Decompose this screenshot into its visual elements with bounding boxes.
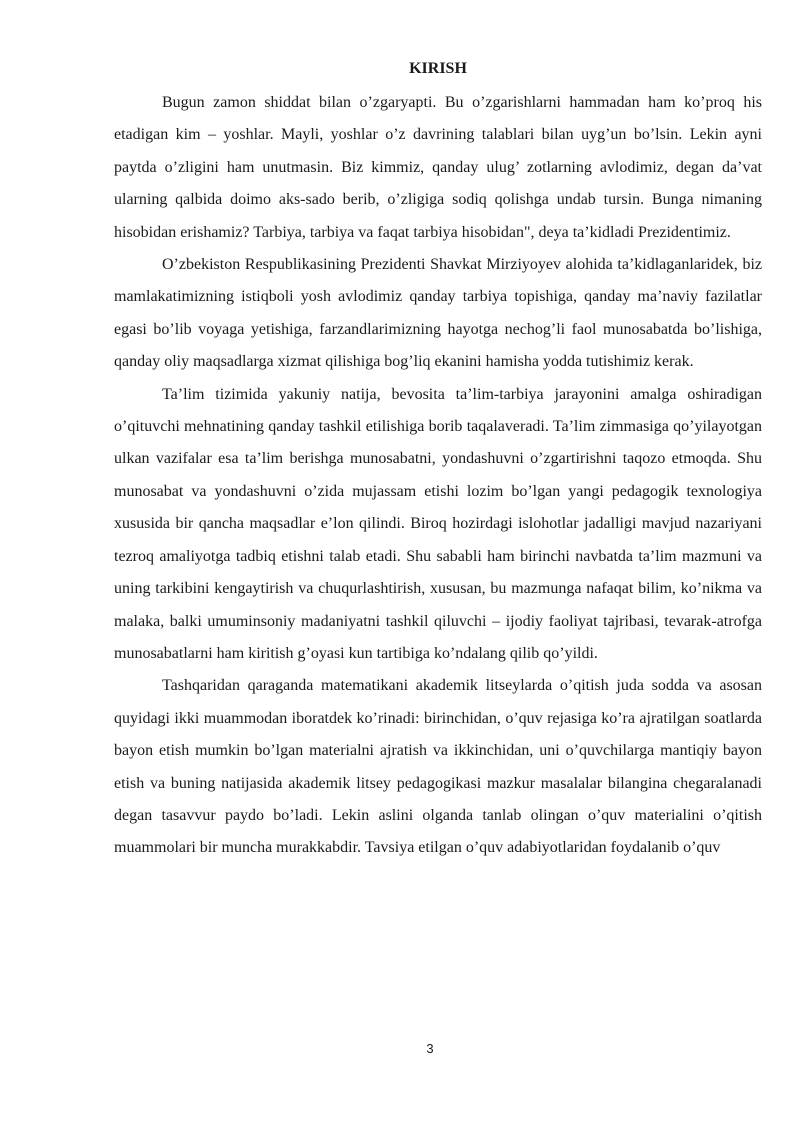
paragraph-4: Tashqaridan qaraganda matematikani akademik litseylarda o’qitish juda sodda va asosan quyidagi ikki muammodan iboratdek ko’rinadi: birinchidan, o’quv rejasiga ko’ra ajratilgan soatlarda bayon etish mumkin bo’lgan materialni ajratish va ikkinchidan, uni o’quvchilarga mantiqiy bayon etish va buning natijasida akademik litsey pedagogikasi mazkur masalalar bilangina chegaralanadi degan tasavvur paydo bo’ladi. Lekin aslini olganda tanlab olingan o’quv materialini o’qitish muammolari bir muncha murakkabdir. Tavsiya etilgan o’quv adabiyotlaridan foydalanib o’quv — [114, 677, 762, 857]
paragraph-3: Ta’lim tizimida yakuniy natija, bevosita ta’lim-tarbiya jarayonini amalga oshiradigan o’qituvchi mehnatining qanday tashkil etilishiga borib taqalaveradi. Ta’lim zimmasiga qo’yilayotgan ulkan vazifalar esa ta’lim berishga munosabatni, yondashuvni o’zgartirishni taqozo etmoqda. Shu munosabat va yondashuvni o’zida mujassam etishi lozim bo’lgan yangi pedagogik texnologiya xususida bir qancha maqsadlar e’lon qilindi. Biroq hozirdagi islohotlar jadalligi mavjud nazariyani tezroq amaliyotga tadbiq etishni talab etadi. Shu sababli ham birinchi navbatda ta’lim mazmuni va uning tarkibini kengaytirish va chuqurlashtirish, xususan, bu mazmunga nafaqat bilim, ko’nikma va malaka, balki umuminsoniy madaniyatni tashkil qiluvchi – ijodiy faoliyat tajribasi, tevarak-atrofga munosabatlarni ham kiritish g’oyasi kun tartibiga ko’ndalang qilib qo’yildi. — [114, 385, 762, 662]
paragraph-2: O’zbekiston Respublikasining Prezidenti Shavkat Mirziyoyev alohida ta’kidlaganlaridek, biz mamlakatimizning istiqboli yosh avlodimiz qanday tarbiya topishiga, qanday ma’naviy fazilatlar egasi bo’lib voyaga yetishiga, farzandlarimizning hayotga nechog’li faol munosabatda bo’lishiga, qanday oliy maqsadlarga xizmat qilishiga bog’liq ekanini hamisha yodda tutishimiz kerak. — [114, 256, 762, 371]
paragraph-1: Bugun zamon shiddat bilan o’zgaryapti. Bu o’zgarishlarni hammadan ham ko’proq his etadigan kim – yoshlar. Mayli, yoshlar o’z davrining talablari bilan uyg’un bo’lsin. Lekin ayni paytda o’zligini ham unutmasin. Biz kimmiz, qanday ulug’ zotlarning avlodimiz, degan da’vat ularning qalbida doimo aks-sado berib, o’zligiga sodiq qolishga undab tursin. Bunga nimaning hisobidan erishamiz? Tarbiya, tarbiya va faqat tarbiya hisobidan", deya ta’kidladi Prezidentimiz. — [114, 94, 762, 241]
page-number: 3 — [426, 1041, 434, 1056]
document-page — [114, 57, 762, 865]
page-title: KIRISH — [409, 60, 467, 77]
